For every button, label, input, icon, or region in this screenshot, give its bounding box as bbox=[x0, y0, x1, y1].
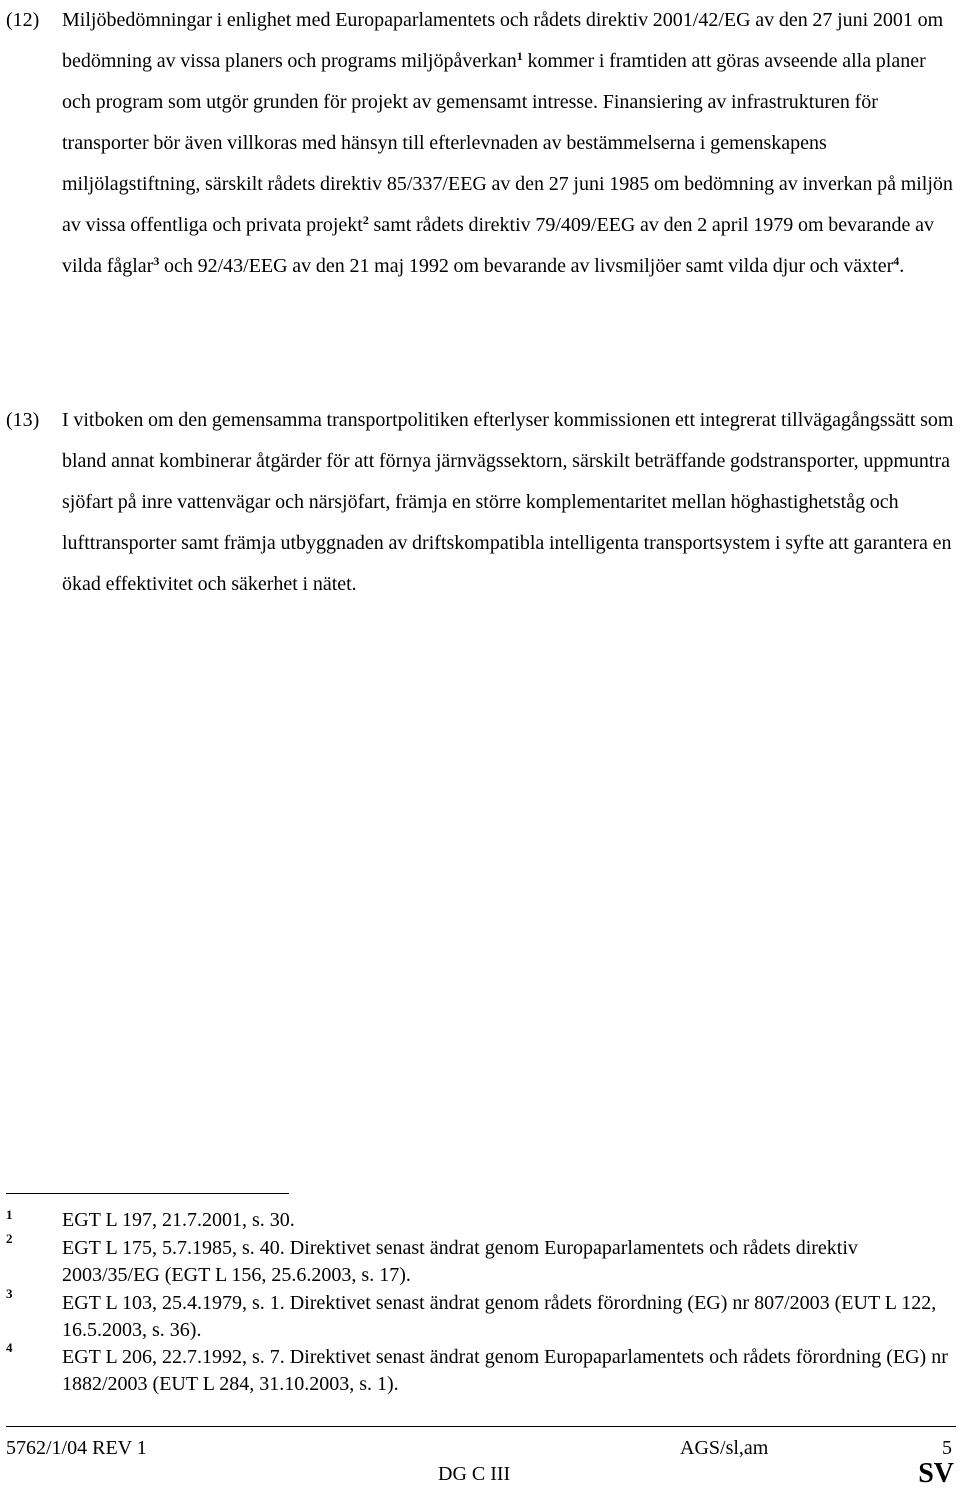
footnote-separator bbox=[6, 1193, 289, 1194]
footnote-ref[interactable]: 4 bbox=[893, 254, 900, 268]
paragraph-segment: samt rådets direktiv 79/409/EEG av den 2 april 1979 om bevarande av vilda fåglar bbox=[62, 214, 934, 277]
paragraph-number: (12) bbox=[6, 9, 40, 31]
paragraph-segment: och 92/43/EEG av den 21 maj 1992 om bevarande av livsmiljöer samt vilda djur och växter bbox=[159, 255, 894, 277]
footnote-number: 4 bbox=[6, 1340, 13, 1355]
footer-doc-ref: 5762/1/04 REV 1 bbox=[6, 1437, 147, 1459]
footer-page-number: 5 bbox=[942, 1437, 952, 1459]
paragraph-segment: . bbox=[899, 255, 905, 277]
footnote-number: 2 bbox=[6, 1231, 13, 1246]
footnote-number: 3 bbox=[6, 1286, 13, 1301]
footnote-text: EGT L 175, 5.7.1985, s. 40. Direktivet senast ändrat genom Europaparlamentets och rådets direktiv 2003/35/EG (EGT L 156, 25.6.2003, s. 17). bbox=[62, 1237, 858, 1286]
paragraph-segment: kommer i framtiden att göras avseende alla planer och program som utgör grunden för projekt av gemensamt intresse. Finansiering av infrastrukturen för transporter bör även villkoras med hänsyn till efterlevnaden av bestämmelserna i gemenskapens miljölagstiftning, särskilt rådets direktiv 85/337/EEG av den 27 juni 1985 om bedömning av inverkan på miljön av vissa offentliga och privata projekt bbox=[62, 50, 953, 236]
footnote-ref[interactable]: 2 bbox=[362, 213, 369, 227]
footnote-text: EGT L 206, 22.7.1992, s. 7. Direktivet senast ändrat genom Europaparlamentets och rådets förordning (EG) nr 1882/2003 (EUT L 284, 31.10.2003, s. 1). bbox=[62, 1346, 948, 1395]
paragraph-text: I vitboken om den gemensamma transportpolitiken efterlyser kommissionen ett integrerat tillvägagångssätt som bland annat kombinerar åtgärder för att förnya järnvägssektorn, särskilt beträffande godstransporter, uppmuntra sjöfart på inre vattenvägar och närsjöfart, främja en större komplementaritet mellan höghastighetståg och lufttransporter samt främja utbyggnaden av driftskompatibla intelligenta transportsystem i syfte att garantera en ökad effektivitet och säkerhet i nätet. bbox=[62, 409, 954, 595]
footer-author: AGS/sl,am bbox=[680, 1437, 769, 1459]
paragraph-text bbox=[62, 0, 954, 287]
paragraph-number: (13) bbox=[6, 409, 40, 431]
footnote-text: EGT L 197, 21.7.2001, s. 30. bbox=[62, 1209, 295, 1231]
footer-department: DG C III bbox=[438, 1463, 511, 1485]
footnote-ref[interactable]: 3 bbox=[153, 254, 160, 268]
footnote-text: EGT L 103, 25.4.1979, s. 1. Direktivet senast ändrat genom rådets förordning (EG) nr 807/2003 (EUT L 122, 16.5.2003, s. 36). bbox=[62, 1292, 937, 1341]
footer-separator bbox=[6, 1426, 956, 1427]
paragraph-segment: Miljöbedömningar i enlighet med Europaparlamentets och rådets direktiv 2001/42/EG av den 27 juni 2001 om bedömning av vissa planers och programs miljöpåverkan bbox=[62, 9, 944, 72]
footer-language-code: SV bbox=[918, 1458, 954, 1489]
footnote-ref[interactable]: 1 bbox=[516, 49, 523, 63]
footnote-number: 1 bbox=[6, 1207, 13, 1222]
